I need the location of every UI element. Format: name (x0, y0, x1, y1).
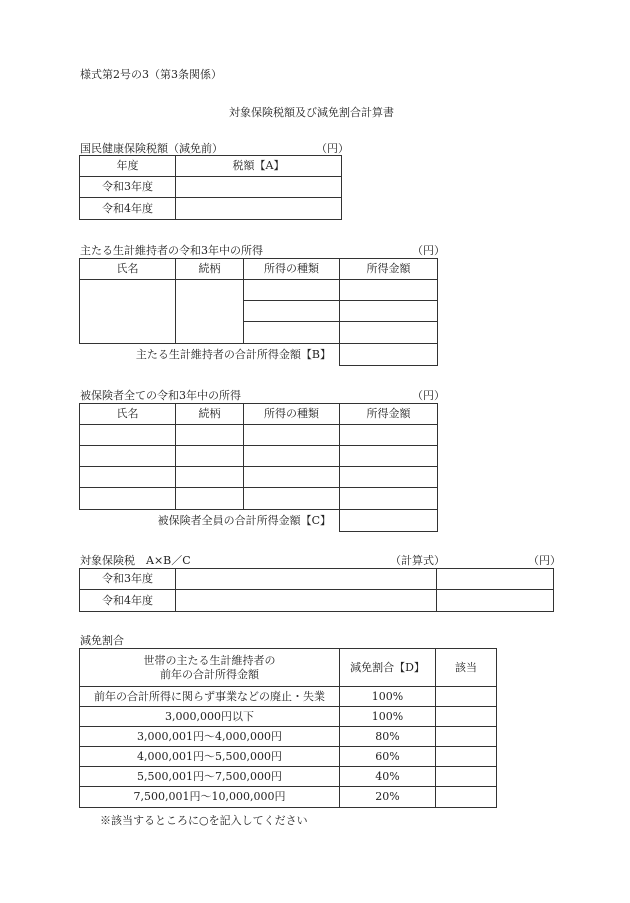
section1-unit: （円） (316, 142, 349, 155)
income-type-input-cell[interactable] (244, 488, 340, 510)
income-type-input-cell[interactable] (244, 467, 340, 488)
header-income-type: 所得の種類 (244, 259, 340, 280)
header-relation: 続柄 (176, 259, 244, 280)
target-tax-table (79, 568, 554, 612)
section3-unit: （円） (412, 389, 445, 402)
relation-input-cell[interactable] (176, 467, 244, 488)
year-label: 令和3年度 (80, 569, 176, 590)
tax-before-reduction-table (79, 155, 342, 220)
applicable-check-cell[interactable] (436, 707, 497, 727)
reduction-rate: 100% (340, 687, 436, 707)
reduction-rate: 100% (340, 707, 436, 727)
header-tax-a: 税額【A】 (176, 156, 342, 177)
section4-title: 対象保険税 A×B／C (80, 554, 191, 567)
tax-input-cell[interactable] (176, 177, 342, 198)
reduction-rate-table (79, 648, 497, 808)
income-amount-input-cell[interactable] (340, 425, 438, 446)
formula-input-cell[interactable] (176, 569, 437, 590)
relation-input-cell[interactable] (176, 425, 244, 446)
form-id: 様式第2号の3（第3条関係） (80, 68, 222, 81)
relation-input-cell[interactable] (176, 488, 244, 510)
instruction-note: ※該当するところに○を記入してください (100, 814, 308, 827)
target-tax-input-cell[interactable] (437, 590, 554, 612)
income-type-input-cell[interactable] (244, 322, 340, 344)
income-amount-input-cell[interactable] (340, 488, 438, 510)
header-income-type: 所得の種類 (244, 404, 340, 425)
income-amount-input-cell[interactable] (340, 322, 438, 344)
reduction-rate: 20% (340, 787, 436, 808)
income-type-input-cell[interactable] (244, 425, 340, 446)
section5-title: 減免割合 (80, 634, 124, 647)
income-bracket: 7,500,001円～10,000,000円 (80, 787, 340, 808)
name-input-cell[interactable] (80, 425, 176, 446)
section2-unit: （円） (412, 244, 445, 257)
header-name: 氏名 (80, 259, 176, 280)
name-input-cell[interactable] (80, 446, 176, 467)
year-label: 令和3年度 (80, 177, 176, 198)
formula-input-cell[interactable] (176, 590, 437, 612)
header-income-line2: 前年の合計所得金額 (160, 667, 259, 681)
applicable-check-cell[interactable] (436, 747, 497, 767)
target-tax-input-cell[interactable] (437, 569, 554, 590)
header-relation: 続柄 (176, 404, 244, 425)
applicable-check-cell[interactable] (436, 687, 497, 707)
main-earner-income-table (79, 258, 438, 366)
income-type-input-cell[interactable] (244, 301, 340, 322)
year-label: 令和4年度 (80, 590, 176, 612)
formula-label: （計算式） (390, 554, 445, 567)
income-amount-input-cell[interactable] (340, 280, 438, 301)
header-applicable: 該当 (436, 649, 497, 687)
section3-title: 被保険者全ての令和3年中の所得 (80, 389, 241, 402)
year-label: 令和4年度 (80, 198, 176, 220)
income-bracket: 前年の合計所得に関らず事業などの廃止・失業 (80, 687, 340, 707)
header-name: 氏名 (80, 404, 176, 425)
reduction-rate: 40% (340, 767, 436, 787)
applicable-check-cell[interactable] (436, 767, 497, 787)
name-input-cell[interactable] (80, 467, 176, 488)
applicable-check-cell[interactable] (436, 727, 497, 747)
income-amount-input-cell[interactable] (340, 467, 438, 488)
income-bracket: 3,000,001円～4,000,000円 (80, 727, 340, 747)
main-earner-total-label: 主たる生計維持者の合計所得金額【B】 (80, 344, 340, 366)
name-input-cell[interactable] (80, 488, 176, 510)
total-c-input-cell[interactable] (340, 510, 438, 532)
name-input-cell[interactable] (80, 280, 176, 344)
applicable-check-cell[interactable] (436, 787, 497, 808)
document-title: 対象保険税額及び減免割合計算書 (229, 106, 394, 119)
section1-title: 国民健康保険税額（減免前） (80, 142, 223, 155)
all-insured-income-table (79, 403, 438, 532)
reduction-rate: 80% (340, 727, 436, 747)
header-income-amount: 所得金額 (340, 404, 438, 425)
relation-input-cell[interactable] (176, 280, 244, 344)
total-b-input-cell[interactable] (340, 344, 438, 366)
header-year: 年度 (80, 156, 176, 177)
all-insured-total-label: 被保険者全員の合計所得金額【C】 (80, 510, 340, 532)
header-rate-d: 減免割合【D】 (340, 649, 436, 687)
section4-unit: （円） (528, 554, 561, 567)
section2-title: 主たる生計維持者の令和3年中の所得 (80, 244, 263, 257)
income-amount-input-cell[interactable] (340, 446, 438, 467)
header-income-line1: 世帯の主たる生計維持者の (143, 653, 276, 667)
tax-input-cell[interactable] (176, 198, 342, 220)
income-bracket: 5,500,001円～7,500,000円 (80, 767, 340, 787)
income-type-input-cell[interactable] (244, 280, 340, 301)
income-amount-input-cell[interactable] (340, 301, 438, 322)
reduction-rate: 60% (340, 747, 436, 767)
relation-input-cell[interactable] (176, 446, 244, 467)
income-bracket: 3,000,000円以下 (80, 707, 340, 727)
income-type-input-cell[interactable] (244, 446, 340, 467)
header-income-amount: 所得金額 (340, 259, 438, 280)
header-income-bracket (80, 649, 340, 687)
income-bracket: 4,000,001円～5,500,000円 (80, 747, 340, 767)
